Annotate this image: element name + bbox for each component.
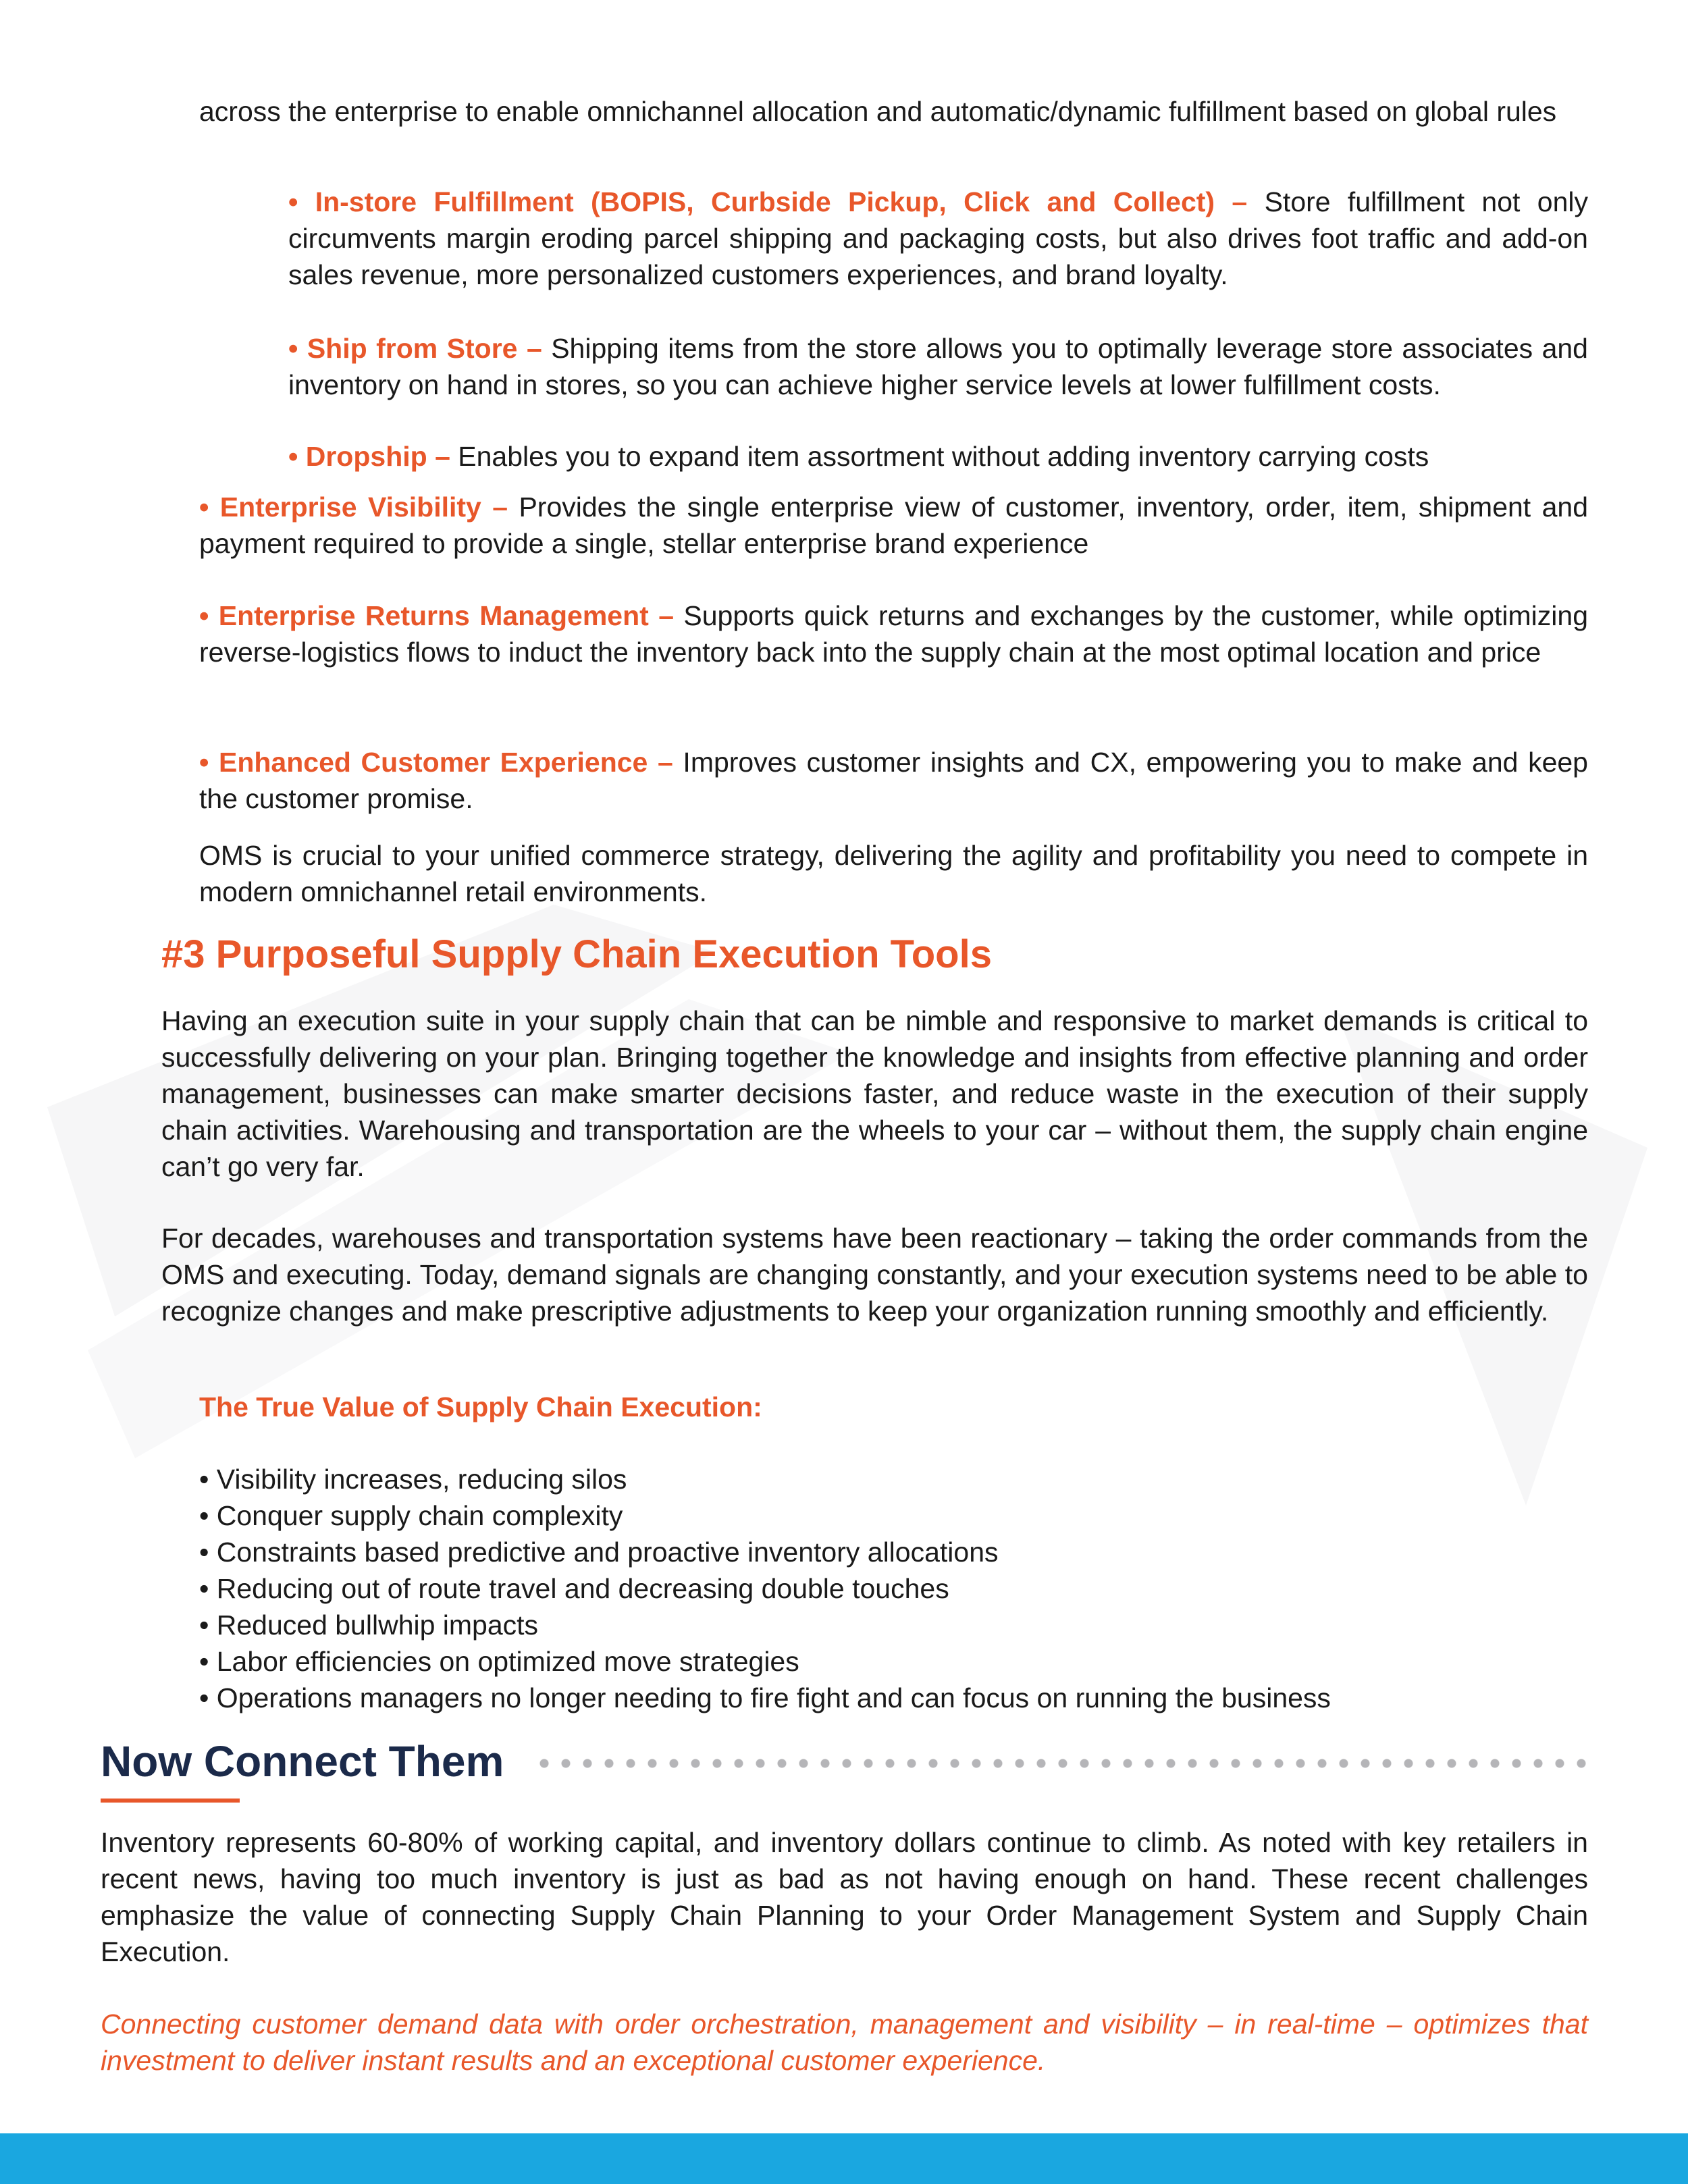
dotted-divider <box>533 1758 1588 1769</box>
bullet-title: • Dropship – <box>288 441 450 472</box>
bullet-text: Improves customer insights and CX, empowering you to make and keep the customer promise. <box>199 747 1588 814</box>
list-item: • Conquer supply chain complexity <box>199 1500 623 1531</box>
connect-paragraph: Inventory represents 60-80% of working capital, and inventory dollars continue to climb. As noted with key retailers in recent news, having too much inventory is just as bad as not having enough on hand. These recent challenges emphasize the value of connecting Supply Chain Planning to your Order Management System and Supply Chain Execution. <box>101 1827 1588 1967</box>
bullet-customer-experience <box>199 744 1588 817</box>
section3-heading: #3 Purposeful Supply Chain Execution Tools <box>161 932 992 976</box>
section3-para2: For decades, warehouses and transportation systems have been reactionary – taking the order commands from the OMS and executing. Today, demand signals are changing constantly, and your execution systems need to be able to recognize changes and make prescriptive adjustments to keep your organization running smoothly and efficiently. <box>161 1223 1588 1327</box>
bullet-title: • Enterprise Returns Management – <box>199 600 674 631</box>
oms-paragraph: OMS is crucial to your unified commerce strategy, delivering the agility and profitability you need to compete in modern omnichannel retail environments. <box>199 840 1588 907</box>
bullet-title: • Enhanced Customer Experience – <box>199 747 673 778</box>
bullet-text: Provides the single enterprise view of customer, inventory, order, item, shipment and payment required to provide a single, stellar enterprise brand experience <box>199 491 1588 559</box>
bullet-enterprise-visibility <box>199 489 1588 562</box>
list-item: • Reducing out of route travel and decreasing double touches <box>199 1573 949 1604</box>
value-heading: The True Value of Supply Chain Execution: <box>199 1391 762 1422</box>
bullet-text: Enables you to expand item assortment without adding inventory carrying costs <box>450 441 1429 472</box>
intro-continuation: across the enterprise to enable omnichannel allocation and automatic/dynamic fulfillment based on global rules <box>199 96 1557 127</box>
connect-callout: Connecting customer demand data with order orchestration, management and visibility – in real-time – optimizes that investment to deliver instant results and an exceptional customer experience. <box>101 2008 1588 2076</box>
connect-heading: Now Connect Them <box>101 1737 504 1786</box>
value-list <box>199 1461 1588 1716</box>
bullet-text: Store fulfillment not only circumvents margin eroding parcel shipping and packaging costs, but also drives foot traffic and add-on sales revenue, more personalized customers experiences, and brand loyalty. <box>288 186 1588 290</box>
bullet-title: • Ship from Store – <box>288 333 542 364</box>
bullet-text: Shipping items from the store allows you to optimally leverage store associates and inventory on hand in stores, so you can achieve higher service levels at lower fulfillment costs. <box>288 333 1588 400</box>
bullet-returns-management <box>199 597 1588 670</box>
bullet-text: Supports quick returns and exchanges by the customer, while optimizing reverse-logistics flows to induct the inventory back into the supply chain at the most optimal location and price <box>199 600 1588 668</box>
list-item: • Operations managers no longer needing to fire fight and can focus on running the business <box>199 1682 1331 1713</box>
list-item: • Constraints based predictive and proactive inventory allocations <box>199 1537 999 1568</box>
list-item: • Labor efficiencies on optimized move strategies <box>199 1646 799 1677</box>
heading-underline <box>101 1799 240 1803</box>
bullet-title: • Enterprise Visibility – <box>199 491 508 523</box>
footer-bar <box>0 2133 1688 2184</box>
list-item: • Visibility increases, reducing silos <box>199 1464 627 1495</box>
bullet-title: • In-store Fulfillment (BOPIS, Curbside Pickup, Click and Collect) – <box>288 186 1248 217</box>
bullet-in-store-fulfillment <box>288 184 1588 293</box>
bullet-dropship <box>288 438 1588 475</box>
bullet-ship-from-store <box>288 330 1588 403</box>
section3-para1: Having an execution suite in your supply chain that can be nimble and responsive to market demands is critical to successfully delivering on your plan. Bringing together the knowledge and insights from effective planning and order management, businesses can make smarter decisions faster, and reduce waste in the execution of their supply chain activities. Warehousing and transportation are the wheels to your car – without them, the supply chain engine can’t go very far. <box>161 1005 1588 1182</box>
list-item: • Reduced bullwhip impacts <box>199 1609 539 1641</box>
